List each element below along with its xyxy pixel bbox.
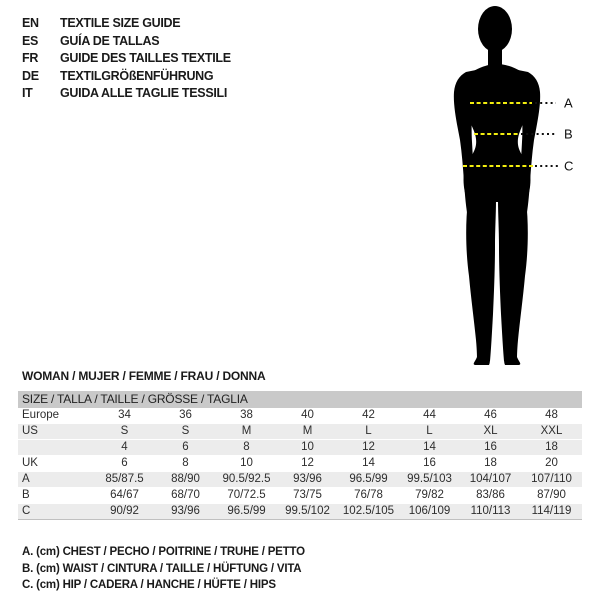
- size-cell: 88/90: [171, 473, 200, 485]
- size-cell: 38: [240, 409, 253, 421]
- note-waist: B. (cm) WAIST / CINTURA / TAILLE / HÜFTUNG / VITA: [22, 562, 302, 575]
- lang-title: TEXTILGRÖßENFÜHRUNG: [60, 68, 214, 83]
- size-cell: 16: [484, 441, 497, 453]
- table-row: [18, 456, 582, 472]
- lang-code: ES: [22, 33, 39, 48]
- table-row: [18, 472, 582, 488]
- size-cell: M: [241, 425, 252, 437]
- size-cell: 96.5/99: [349, 473, 388, 485]
- size-cell: XXL: [540, 425, 563, 437]
- size-cell: 18: [484, 457, 497, 469]
- note-hip: C. (cm) HIP / CADERA / HANCHE / HÜFTE / HIPS: [22, 579, 276, 591]
- size-cell: L: [365, 425, 372, 437]
- size-cell: 4: [121, 441, 128, 453]
- row-label: [18, 440, 94, 455]
- lang-row-de: [22, 68, 231, 86]
- size-cell: 90.5/92.5: [222, 473, 271, 485]
- size-cell: 42: [362, 409, 375, 421]
- size-cell: 106/109: [408, 505, 451, 517]
- note-chest: A. (cm) CHEST / PECHO / POITRINE / TRUHE / PETTO: [22, 546, 305, 558]
- size-cell: 6: [121, 457, 128, 469]
- size-cell: 8: [182, 457, 189, 469]
- table-row: [18, 488, 582, 504]
- size-cell: 99.5/102: [285, 505, 330, 517]
- size-cell: 36: [179, 409, 192, 421]
- size-cell: 10: [301, 441, 314, 453]
- language-guide-block: [22, 15, 231, 103]
- size-cell: 90/92: [110, 505, 139, 517]
- size-cell: 93/96: [293, 473, 322, 485]
- woman-silhouette: [432, 4, 582, 366]
- size-cell: 14: [423, 441, 436, 453]
- size-cell: 46: [484, 409, 497, 421]
- size-cell: 107/110: [531, 473, 572, 485]
- size-cell: 8: [243, 441, 250, 453]
- table-row: [18, 408, 582, 424]
- lang-title: TEXTILE SIZE GUIDE: [60, 16, 181, 30]
- size-cell: 110/113: [470, 505, 511, 517]
- size-cell: S: [120, 425, 129, 437]
- size-cell: M: [302, 425, 313, 437]
- lang-title: GUÍA DE TALLAS: [60, 33, 160, 48]
- size-table-body: [18, 408, 582, 520]
- lang-code: IT: [22, 86, 33, 100]
- row-label: B: [22, 489, 30, 501]
- lang-row-en: [22, 15, 231, 33]
- lang-row-fr: [22, 50, 231, 68]
- size-table-header: SIZE / TALLA / TAILLE / GRÖSSE / TAGLIA: [18, 391, 582, 408]
- waist-label: B: [564, 126, 573, 142]
- row-label: A: [22, 473, 30, 485]
- row-label: UK: [22, 457, 38, 469]
- size-cell: 48: [545, 409, 558, 421]
- row-label: Europe: [22, 409, 60, 421]
- size-cell: 96.5/99: [227, 505, 266, 517]
- table-row: [18, 424, 582, 440]
- lang-code: DE: [22, 68, 39, 83]
- size-cell: 14: [362, 457, 375, 469]
- chest-label: A: [564, 95, 573, 111]
- table-row: [18, 504, 582, 520]
- woman-silhouette-figure: [432, 4, 582, 366]
- lang-row-es: [22, 33, 231, 51]
- size-cell: 104/107: [469, 473, 512, 485]
- size-cell: 93/96: [171, 505, 200, 517]
- hip-label: C: [564, 158, 574, 174]
- size-cell: 64/67: [110, 489, 139, 501]
- size-cell: 10: [240, 457, 253, 469]
- size-cell: 20: [545, 457, 558, 469]
- lang-code: EN: [22, 16, 39, 30]
- size-cell: 12: [301, 457, 314, 469]
- size-cell: 73/75: [293, 489, 322, 501]
- size-cell: L: [426, 425, 433, 437]
- size-cell: 87/90: [537, 489, 566, 501]
- size-cell: 85/87.5: [105, 473, 144, 485]
- lang-title: GUIDE DES TAILLES TEXTILE: [60, 51, 231, 65]
- size-cell: 68/70: [171, 489, 200, 501]
- table-row: [18, 440, 582, 456]
- size-cell: 44: [423, 409, 436, 421]
- size-cell: 102.5/105: [342, 505, 395, 517]
- size-cell: S: [181, 425, 190, 437]
- measurement-notes: [22, 544, 305, 594]
- lang-code: FR: [22, 51, 39, 65]
- size-cell: 83/86: [476, 489, 505, 501]
- size-cell: 40: [301, 409, 314, 421]
- lang-row-it: [22, 85, 231, 103]
- row-label: C: [22, 505, 31, 517]
- size-cell: 76/78: [354, 489, 383, 501]
- size-table: [18, 391, 582, 520]
- size-cell: 79/82: [415, 489, 444, 501]
- size-cell: 6: [182, 441, 189, 453]
- size-cell: XL: [483, 425, 498, 437]
- size-cell: 12: [362, 441, 375, 453]
- size-cell: 99.5/103: [407, 473, 452, 485]
- row-label: US: [22, 425, 38, 437]
- size-cell: 114/119: [531, 505, 572, 517]
- size-cell: 70/72.5: [227, 489, 266, 501]
- lang-title: GUIDA ALLE TAGLIE TESSILI: [60, 86, 228, 100]
- size-cell: 18: [545, 441, 558, 453]
- size-cell: 34: [118, 409, 131, 421]
- size-cell: 16: [423, 457, 436, 469]
- section-title-woman: WOMAN / MUJER / FEMME / FRAU / DONNA: [22, 369, 266, 383]
